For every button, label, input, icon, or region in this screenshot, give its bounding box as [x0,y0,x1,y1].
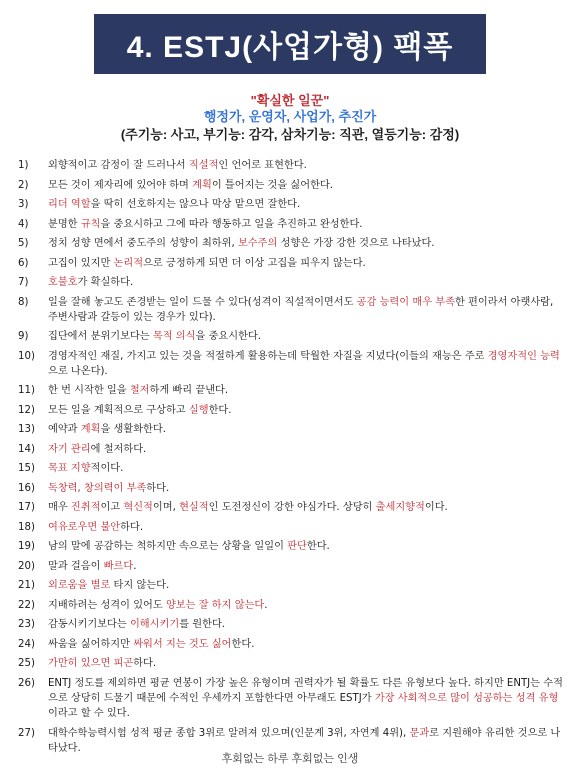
list-item [18,275,566,290]
item-text-segment: . [264,599,268,611]
item-number: 4) [18,218,29,230]
item-number: 3) [18,199,29,210]
item-number: 26) [18,677,35,689]
highlight-text: 계획 [80,424,101,436]
list-item [18,520,566,535]
highlight-text: 문과 [409,727,430,739]
item-text-segment: 을 생활화한다. [100,424,166,436]
item-number: 19) [18,541,35,553]
item-text [48,461,566,476]
highlight-text: 계획 [192,179,212,191]
item-text [48,256,566,271]
item-text [48,637,566,652]
item-text [48,676,566,722]
item-number: 12) [18,404,35,416]
item-text-segment: 한다. [306,541,330,553]
item-number: 8) [18,296,29,308]
list-item [18,598,566,613]
highlight-text: 혁신적 [123,502,153,514]
item-text [48,656,566,671]
list-item [18,500,566,515]
item-text-segment: 매우 [48,502,71,514]
item-text-segment: 타지 않는다. [110,580,170,592]
item-text-segment: 한다. [208,404,232,416]
list-item [18,559,566,574]
item-text-segment: 감동시키기보다는 [48,619,130,631]
list-item [18,217,566,232]
item-text-segment: 로 지원해야 유리한 것으로 나타났다. [48,727,561,755]
item-text-segment: 말과 걸음이 [48,560,104,572]
highlight-text: 직설적 [188,160,219,171]
item-text [48,598,566,613]
item-text-segment: 를 원한다. [179,619,226,631]
item-text-segment: ENTJ 정도를 제외하면 평균 연봉이 가장 높은 유형이며 권력자가 될 확률도 다른 유형보다 높다. 하지만 ENTJ는 수적으로 상당히 드물기 때문에 수적인 우세까지 포함한다면 아무래도 ESTJ가 [48,677,563,705]
item-text [48,422,566,437]
item-text [48,217,566,232]
highlight-text: 규칙 [80,218,101,230]
item-text-segment: 모든 것이 제자리에 있어야 하며 [48,179,193,191]
list-item [18,197,566,212]
item-text [48,442,566,457]
list-item [18,329,566,344]
highlight-text: 빠르다 [103,560,134,572]
highlight-text: 현실적 [179,502,209,514]
item-text-segment: 하게 빠리 끝낸다. [149,385,229,397]
list-item [18,442,566,457]
list-item [18,461,566,476]
item-text-segment: 모든 일을 계획적으로 구상하고 [48,404,189,416]
highlight-text: 독창력, 창의력이 부족 [48,482,147,494]
item-text-segment: 고집이 있지만 [48,257,114,269]
item-text-segment: 하다. [133,658,157,670]
item-text-segment: 인 도전정신이 강한 야심가다. 상당히 [208,502,376,514]
item-text-segment: 대학수학능력시험 성적 평균 종합 3위로 알려져 있으며(인문계 3위, 자연계 4위), [48,727,410,739]
list-item [18,349,566,379]
list-item [18,295,566,325]
highlight-text: 공감 능력이 매우 부족 [356,296,455,308]
item-text [48,383,566,398]
item-number: 20) [18,560,35,572]
item-text-segment: 으로 나온다). [48,365,108,377]
item-text-segment: 이다. [424,502,448,514]
item-text [48,197,566,212]
highlight-text: 리더 역할 [48,199,91,210]
item-text [48,520,566,535]
list-item [18,539,566,554]
item-text-segment: 으로 긍정하게 되면 더 이상 고집을 피우지 않는다. [143,257,366,269]
list-item [18,422,566,437]
item-number: 6) [18,257,29,269]
item-text-segment: 적이다. [90,463,124,475]
trait-list [18,158,566,761]
item-number: 9) [18,331,29,343]
list-item [18,578,566,593]
item-text-segment: 이 틀어지는 것을 싫어한다. [211,179,334,191]
highlight-text: 싸워서 지는 것도 싫어 [133,638,232,650]
item-text-segment: 을 중요시한다. [195,331,262,343]
highlight-text: 보수주의 [237,238,278,249]
item-text [48,500,566,515]
footer-caption: 후회없는 하루 후회없는 인생 [221,753,359,765]
list-item [18,656,566,671]
item-text [48,559,566,574]
item-text [48,275,566,290]
item-text [48,178,566,193]
item-number: 17) [18,502,35,514]
highlight-text: 목적 의식 [152,331,196,343]
item-text-segment: 성향은 가장 강한 것으로 나타났다. [277,238,435,249]
highlight-text: 외로움을 별로 [48,580,111,592]
item-number: 16) [18,482,35,494]
item-text-segment: 이라고 할 수 있다. [48,708,130,720]
highlight-text: 경영자적인 능력 [487,350,560,362]
highlight-text: 가장 사회적으로 많이 성공하는 성격 유형 [374,693,559,705]
item-text [48,295,566,325]
highlight-text: 자기 관리 [48,443,91,455]
highlight-text: 철저 [129,385,150,397]
item-text [48,539,566,554]
item-number: 23) [18,619,35,631]
highlight-text: 양보는 잘 하지 않는다 [165,599,265,611]
list-item [18,403,566,418]
item-number: 15) [18,463,35,475]
item-number: 24) [18,638,35,650]
type-roles: 행정가, 운영자, 사업가, 추진가 [203,109,377,124]
highlight-text: 목표 지향 [48,463,91,475]
item-text-segment: 에 철저하다. [90,443,147,455]
item-text-segment: 예약과 [48,424,81,436]
item-number: 18) [18,521,35,533]
item-text-segment: 일을 잘해 놓고도 존경받는 일이 드물 수 있다(성격이 직설적이면서도 [48,296,357,308]
item-text-segment: 분명한 [48,218,81,230]
list-item [18,637,566,652]
item-text [48,617,566,632]
item-text-segment: 한 편이라서 아랫사람, 주변사람과 갈등이 있는 경우가 있다). [48,296,554,323]
highlight-text: 실행 [188,404,209,416]
highlight-text: 여유로우면 불안 [48,521,121,533]
item-text-segment: 가 확실하다. [77,277,134,288]
item-text-segment: 하다. [120,521,144,533]
highlight-text: 가만히 있으면 피곤 [48,658,134,670]
list-item [18,158,566,173]
item-text-segment: 인 언어로 표현한다. [218,160,307,171]
item-text-segment: 을 딱히 선호하지는 않으나 막상 맡으면 잘한다. [90,199,301,210]
list-item [18,256,566,271]
highlight-text: 호불호 [48,277,78,288]
item-text [48,236,566,251]
item-text [48,481,566,496]
item-number: 11) [18,385,35,397]
item-text-segment: 지배하려는 성격이 있어도 [48,599,166,611]
item-text-segment: 경영자적인 재질, 가지고 있는 것을 적절하게 활용하는데 탁월한 자질을 지녔다(이들의 재능은 주로 [48,350,488,362]
list-item [18,676,566,722]
item-number: 21) [18,580,35,592]
highlight-text: 논리적 [113,257,144,269]
highlight-text: 판단 [287,541,307,553]
tagline: "확실한 일꾼" [250,93,330,108]
item-text [48,158,566,173]
item-number: 13) [18,424,35,436]
item-number: 27) [18,727,35,739]
highlight-text: 이해시키기 [129,619,180,631]
list-item [18,178,566,193]
list-item [18,481,566,496]
item-number: 2) [18,179,29,191]
item-text-segment: 한다. [231,638,255,650]
item-number: 10) [18,350,35,362]
item-text-segment: 집단에서 분위기보다는 [48,331,153,343]
highlight-text: 출세지향적 [375,502,425,514]
item-text-segment: 을 중요시하고 그에 따라 행동하고 일을 추진하고 완성한다. [100,218,363,230]
item-text-segment: 이고 [100,502,124,514]
item-text-segment: 정치 성향 면에서 중도주의 성향이 최하위, [48,238,238,249]
item-text-segment: 외향적이고 감정이 잘 드러나서 [48,160,189,171]
item-text-segment: 싸움을 싫어하지만 [48,638,134,650]
item-text [48,403,566,418]
item-text-segment: . [133,560,137,572]
cognitive-functions: (주기능: 사고, 부기능: 감각, 삼차기능: 직관, 열등기능: 감정) [120,127,460,142]
highlight-text: 진취적 [70,502,101,514]
item-text [48,349,566,379]
list-item [18,236,566,251]
page-title: 4. ESTJ(사업가형) 팩폭 [94,14,486,74]
item-text [48,329,566,344]
item-number: 5) [18,238,29,249]
item-number: 7) [18,277,29,288]
item-number: 22) [18,599,35,611]
item-number: 1) [18,160,29,171]
item-text-segment: 하다. [146,482,170,494]
list-item [18,383,566,398]
item-text-segment: 한 번 시작한 일을 [48,385,130,397]
item-text [48,578,566,593]
item-text-segment: 이며, [152,502,180,514]
item-text-segment: 남의 말에 공감하는 척하지만 속으로는 상황을 일일이 [48,541,288,553]
item-number: 14) [18,443,35,455]
item-number: 25) [18,658,35,670]
list-item [18,617,566,632]
